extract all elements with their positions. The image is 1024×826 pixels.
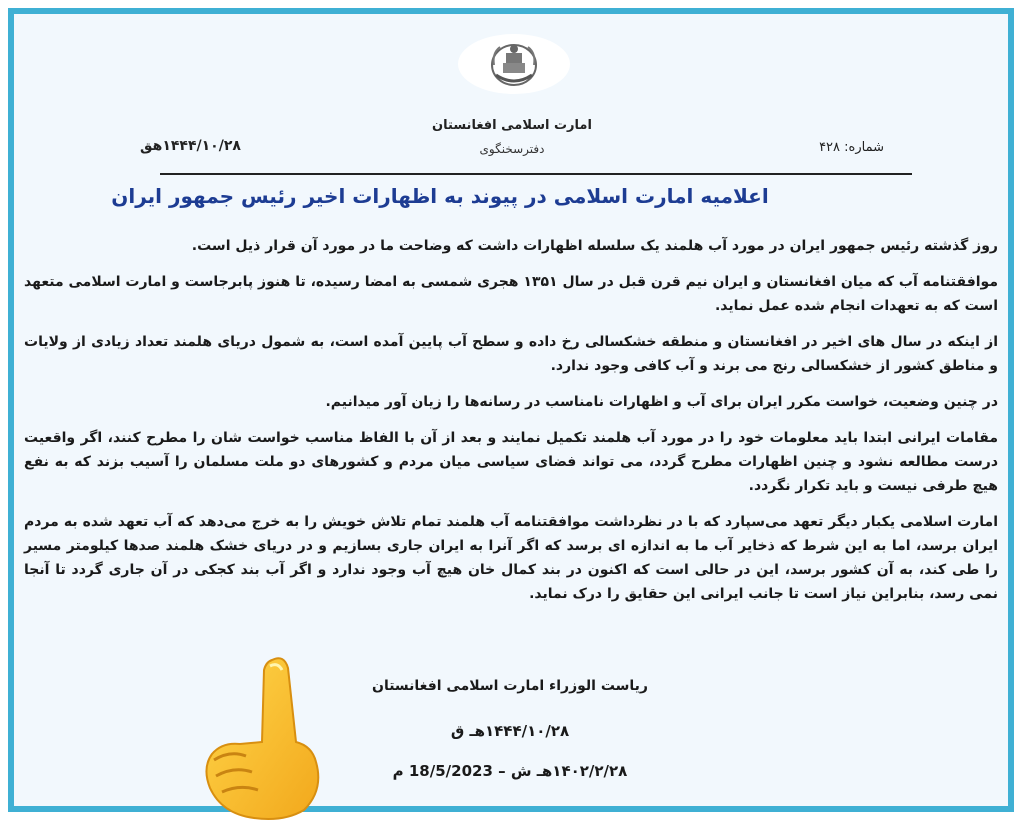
paragraph-2: موافقتنامه آب که میان افغانستان و ایران نیم قرن قبل در سال ۱۳۵۱ هجری شمسی به امضا رسیده، تا هنوز پابرجاست و امارت اسلامی متعهد است که به تعهدات انجام شده عمل نماید. bbox=[24, 274, 998, 314]
signature-line: ریاست الوزراء امارت اسلامی افغانستان bbox=[372, 678, 648, 694]
solar-date: ۱۴۰۲/۲/۲۸هـ ش – 18/5/2023 م bbox=[392, 762, 628, 780]
paragraph-1: روز گذشته رئیس جمهور ایران در مورد آب هلمند یک سلسله اظهارات داشت که وضاحت ما در مورد آن قرار ذیل است. bbox=[191, 238, 998, 254]
hijri-date: ۱۴۴۴/۱۰/۲۸هـ ق bbox=[450, 722, 570, 740]
page-title: اعلامیه امارت اسلامی در پیوند به اظهارات اخیر رئیس جمهور ایران bbox=[111, 184, 769, 208]
number-label: شماره: bbox=[844, 140, 884, 155]
header-date: ۱۴۴۴/۱۰/۲۸هق bbox=[140, 138, 241, 154]
paragraph-6: امارت اسلامی یکبار دیگر تعهد می‌سپارد که با در نظرداشت موافقتنامه آب هلمند تمام تلاش خویش را به خرج می‌دهد که آب تعهد شده به مردم ایران برسد، اما به این شرط که ذخایر آب ما به اندازه ای برسد که اگر آنرا به ایران جاری بسازیم و در دریای خشک هلمند صدها کیلومتر مسیر را طی کند، به آن کشور برسد، این در حالی است که اکنون در بند کمال خان هیچ آب وجود ندارد و اگر آب بند کجکی در آن جاری گردد تا آنجا نمی رسد، بنابراین نیاز است تا جانب ایرانی این حقایق را درک نماید. bbox=[24, 514, 998, 602]
number-value: ۴۲۸ bbox=[819, 140, 841, 155]
office-name: دفترسخنگوی bbox=[479, 142, 545, 156]
paragraph-5: مقامات ایرانی ابتدا باید معلومات خود را در مورد آب هلمند تکمیل نمایند و بعد از آن با الفاظ مناسب خواست شان را مطرح کنند، اگر واقعیت درست مطالعه نشود و چنین اظهارات مطرح گردد، می تواند فضای سیاسی میان مردم و کشورهای دو ملت مسلمان را آسیب بزند که به نفع هیچ طرفی نیست و باید تکرار نگردد. bbox=[24, 430, 998, 494]
pointing-finger-emoji-icon bbox=[200, 650, 330, 822]
organization-title: امارت اسلامی افغانستان bbox=[432, 118, 592, 133]
document-number bbox=[819, 140, 884, 155]
paragraph-4: در چنین وضعیت، خواست مکرر ایران برای آب و اظهارات نامناسب در رسانه‌ها را زیان آور میدانیم. bbox=[325, 394, 998, 410]
document-body bbox=[24, 234, 998, 618]
header-divider bbox=[160, 173, 912, 175]
emirate-emblem-icon bbox=[458, 34, 570, 94]
paragraph-3: از اینکه در سال های اخیر در افغانستان و منطقه خشکسالی رخ داده و سطح آب پایین آمده است، به شمول دریای هلمند تعداد زیادی از ولایات و مناطق کشور از خشکسالی رنج می برند و آب کافی وجود ندارد. bbox=[24, 334, 998, 374]
